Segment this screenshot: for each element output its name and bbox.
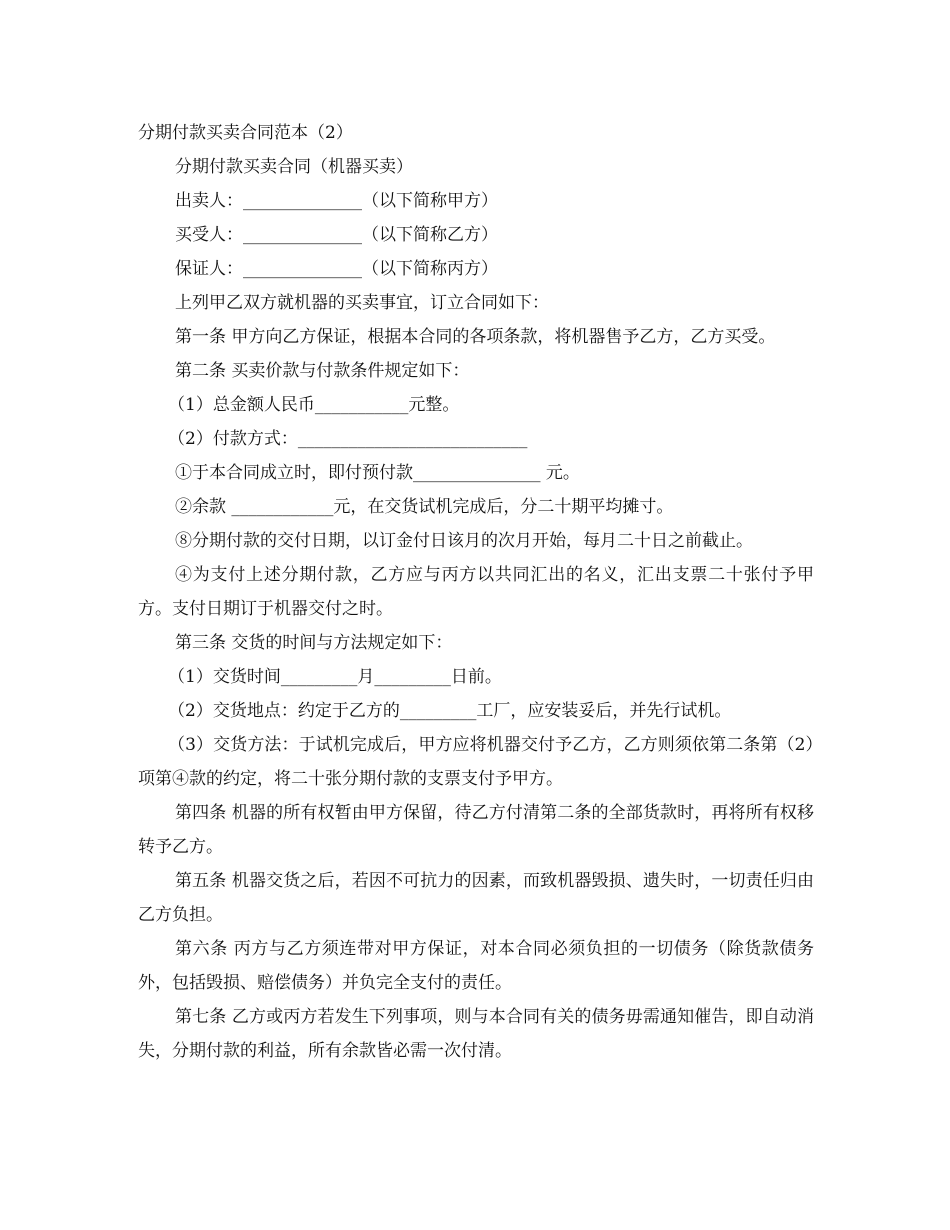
article-2-item-2: （2）付款方式：___________________________ (168, 429, 528, 449)
article-4: 第四条 机器的所有权暂由甲方保留，待乙方付清第二条的全部货款时，再将所有权移转予乙方。 (138, 803, 814, 857)
article-1: 第一条 甲方向乙方保证，根据本合同的各项条款，将机器售予乙方，乙方买受。 (175, 327, 776, 347)
article-2-heading: 第二条 买卖价款与付款条件规定如下： (175, 361, 470, 381)
article-3-heading: 第三条 交货的时间与方法规定如下： (175, 633, 453, 653)
article-2-item-1: （1）总金额人民币___________元整。 (168, 395, 460, 415)
article-2-sub-3: ⑧分期付款的交付日期，以订金付日该月的次月开始，每月二十日之前截止。 (175, 531, 753, 551)
article-6: 第六条 丙方与乙方须连带对甲方保证，对本合同必须负担的一切债务（除货款债务外，包括毁损、赔偿债务）并负完全支付的责任。 (138, 939, 814, 993)
article-5: 第五条 机器交货之后，若因不可抗力的因素，而致机器毁损、遗失时，一切责任归由乙方负担。 (138, 871, 814, 925)
article-2-sub-2: ②余款 ____________元，在交货试机完成后，分二十期平均摊寸。 (175, 497, 674, 517)
article-3-item-2: （2）交货地点：约定于乙方的_________工厂，应安装妥后，并先行试机。 (168, 701, 732, 721)
article-3-item-3: （3）交货方法：于试机完成后，甲方应将机器交付予乙方，乙方则须依第二条第（2）项第④款的约定，将二十张分期付款的支票支付予甲方。 (138, 735, 814, 789)
article-2-sub-1: ①于本合同成立时，即付预付款_______________ 元。 (175, 463, 580, 483)
document-title: 分期付款买卖合同范本（2） (138, 123, 353, 143)
party-guarantor: 保证人：______________（以下简称丙方） (175, 259, 498, 279)
preamble: 上列甲乙双方就机器的买卖事宜，订立合同如下： (175, 293, 549, 313)
party-seller: 出卖人：______________（以下简称甲方） (175, 191, 498, 211)
article-7: 第七条 乙方或丙方若发生下列事项，则与本合同有关的债务毋需通知催告，即自动消失，分期付款的利益，所有余款皆必需一次付清。 (138, 1007, 814, 1061)
article-2-sub-4: ④为支付上述分期付款，乙方应与丙方以共同汇出的名义，汇出支票二十张付予甲方。支付日期订于机器交付之时。 (138, 565, 814, 619)
article-3-item-1: （1）交货时间_________月_________日前。 (168, 667, 502, 687)
document-body (138, 116, 814, 1068)
contract-subtitle: 分期付款买卖合同（机器买卖） (175, 157, 413, 177)
party-buyer: 买受人：______________（以下简称乙方） (175, 225, 498, 245)
